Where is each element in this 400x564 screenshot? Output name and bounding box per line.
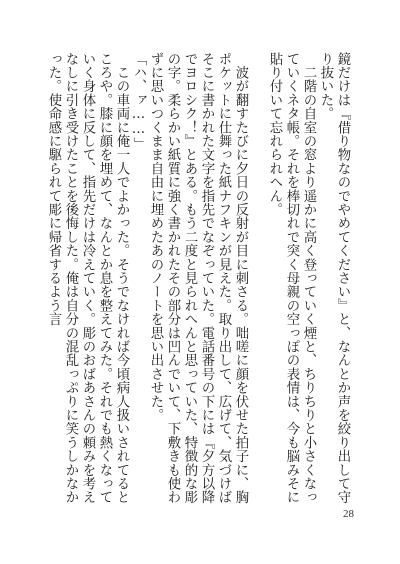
vertical-text-body bbox=[45, 52, 351, 507]
paragraph-3: 波が翻すたびに夕日の反射が目に刺さる。咄嗟に顔を伏せた拍子に、胸ポケットに仕舞った紙ナフキンが見えた。取り出して、広げて、気づけばそこに書かれた文字を指先でなぞっていた。電話番号の下には『夕方以降でヨロシク！』とある。もう二度と見られへんと思っていた、特徴的な彫の字。柔らかい紙質に強く書かれたその部分は凹んでいて、下敷きも使わずに思いつくまま自由に埋めたあのノートを思い出させた。 bbox=[148, 52, 248, 505]
scene-break bbox=[249, 52, 266, 507]
paragraph-1: 鏡だけは『借り物なのでやめてください』と、なんとか声を絞り出して守り抜いた。 bbox=[318, 52, 350, 505]
paragraph-4-dialogue: 「ハ、ァ……」 bbox=[131, 52, 146, 152]
paragraph-5: この車両に俺一人でよかった。そうでなければ今頃病人扱いされてるところや。膝に顔を埋めて、なんとか息を整えてみた。それでも熱くなっていく身体に反して、指先だけは冷えていく。彫のおばあさんの頼みを考えなしに引き受けたことを後悔した。俺は自分の混乱っぷりに笑うしかなかった。使命感に駆られて彫に帰省するよう言 bbox=[46, 52, 129, 505]
paragraph-2: 二階の自室の窓より遥かに高く登っていく煙と、ちりちりと小さくなっていくネタ帳。それを棒切れで突く母親の空っぽの表情は、今も脳みそに貼り付いて忘れられへん。 bbox=[267, 52, 316, 505]
page-number: 28 bbox=[343, 508, 354, 520]
